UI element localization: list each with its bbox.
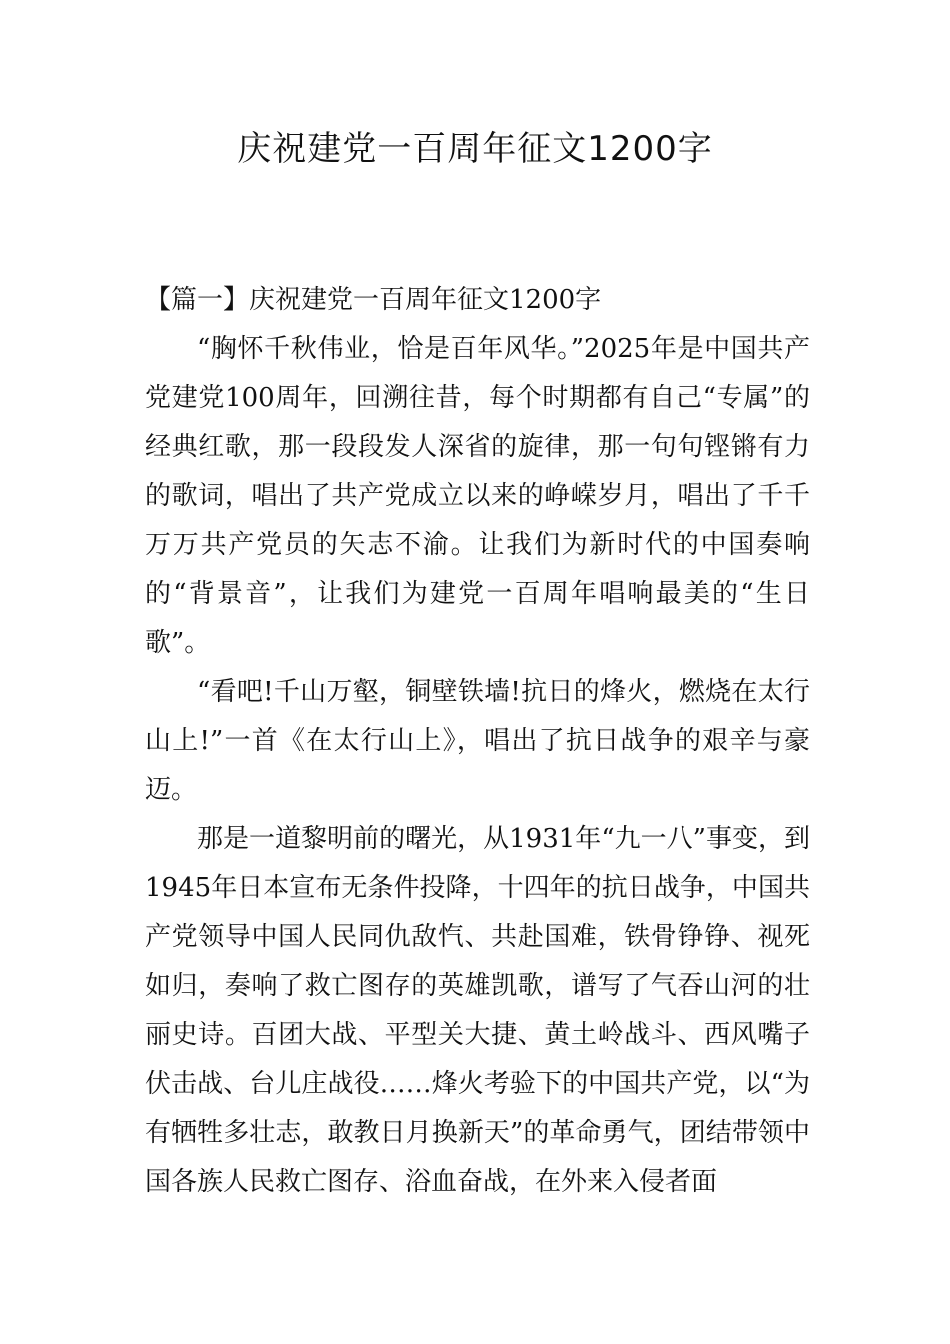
- paragraph-3: 那是一道黎明前的曙光，从1931年“九一八”事变，到1945年日本宣布无条件投降，十四年的抗日战争，中国共产党领导中国人民同仇敌忾、共赴国难，铁骨铮铮、视死如归，奏响了救亡图存的英雄凯歌，谱写了气吞山河的壮丽史诗。百团大战、平型关大捷、黄土岭战斗、西风嘴子伏击战、台儿庄战役……烽火考验下的中国共产党，以“为有牺牲多壮志，敢教日月换新天”的革命勇气，团结带领中国各族人民救亡图存、浴血奋战，在外来入侵者面: [145, 824, 810, 1197]
- paragraph-1: “胸怀千秋伟业，恰是百年风华。”2025年是中国共产党建党100周年，回溯往昔，每个时期都有自己“专属”的经典红歌，那一段段发人深省的旋律，那一句句铿锵有力的歌词，唱出了共产党成立以来的峥嵘岁月，唱出了千千万万共产党员的矢志不渝。让我们为新时代的中国奏响的“背景音”，让我们为建党一百周年唱响最美的“生日歌”。: [145, 334, 810, 658]
- paragraph-2: “看吧!千山万壑，铜壁铁墙!抗日的烽火，燃烧在太行山上!”一首《在太行山上》，唱出了抗日战争的艰辛与豪迈。: [145, 677, 810, 805]
- document-body: [145, 276, 810, 1207]
- section-heading: 【篇一】庆祝建党一百周年征文1200字: [145, 285, 602, 315]
- document-title: 庆祝建党一百周年征文1200字: [237, 129, 713, 169]
